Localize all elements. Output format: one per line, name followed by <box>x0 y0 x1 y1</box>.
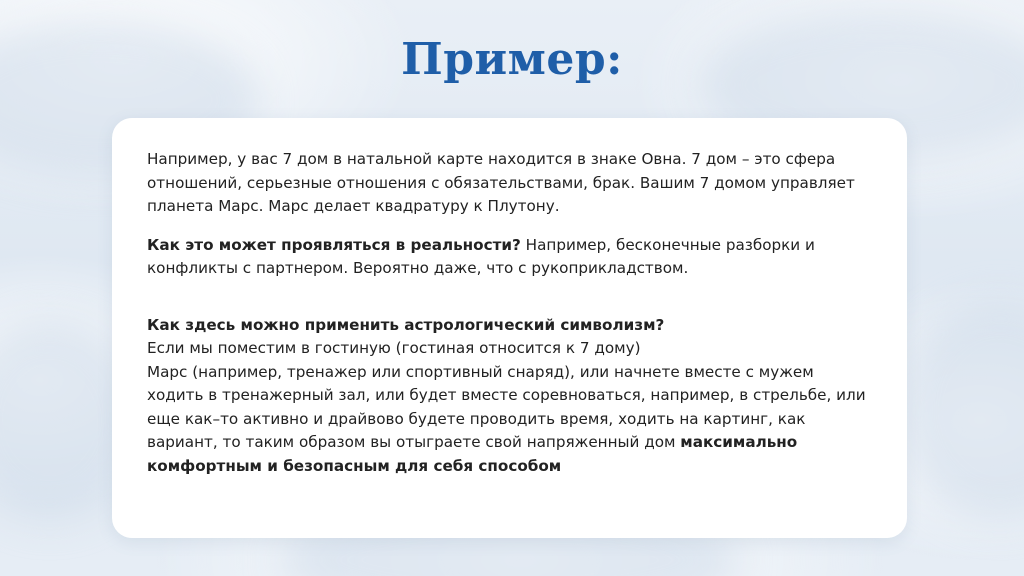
paragraph-reality <box>147 234 867 281</box>
question-symbolism: Как здесь можно применить астрологический символизм? <box>147 315 665 334</box>
question-reality: Как это может проявляться в реальности? <box>147 235 521 254</box>
slide-title: Пример: <box>401 34 623 85</box>
symbolism-text: Марс (например, тренажер или спортивный снаряд), или начнете вместе с мужем ходить в тренажерный зал, или будет вместе соревноваться, например, в стрельбе, или еще как–то активно и драйвово будете проводить время, ходить на картинг, как вариант, то таким образом вы отыграете свой напряженный дом <box>147 362 866 451</box>
symbolism-line1: Если мы поместим в гостиную (гостиная относится к 7 дому) <box>147 339 641 357</box>
paragraph-intro: Например, у вас 7 дом в натальной карте находится в знаке Овна. 7 дом – это сфера отношений, серьезные отношения с обязательствами, брак. Вашим 7 домом управляет планета Марс. Марс делает квадратуру к Плутону. <box>147 150 855 215</box>
paragraph-symbolism <box>147 314 867 479</box>
slide-body <box>147 148 867 478</box>
symbolism-bold-end: максимально комфортным и безопасным для себя способом <box>147 433 798 475</box>
paragraph-reality-text: Например, бесконечные разборки и конфликты с партнером. Вероятно даже, что с рукоприкладством. <box>147 235 815 277</box>
background-cloud <box>900 300 1024 520</box>
